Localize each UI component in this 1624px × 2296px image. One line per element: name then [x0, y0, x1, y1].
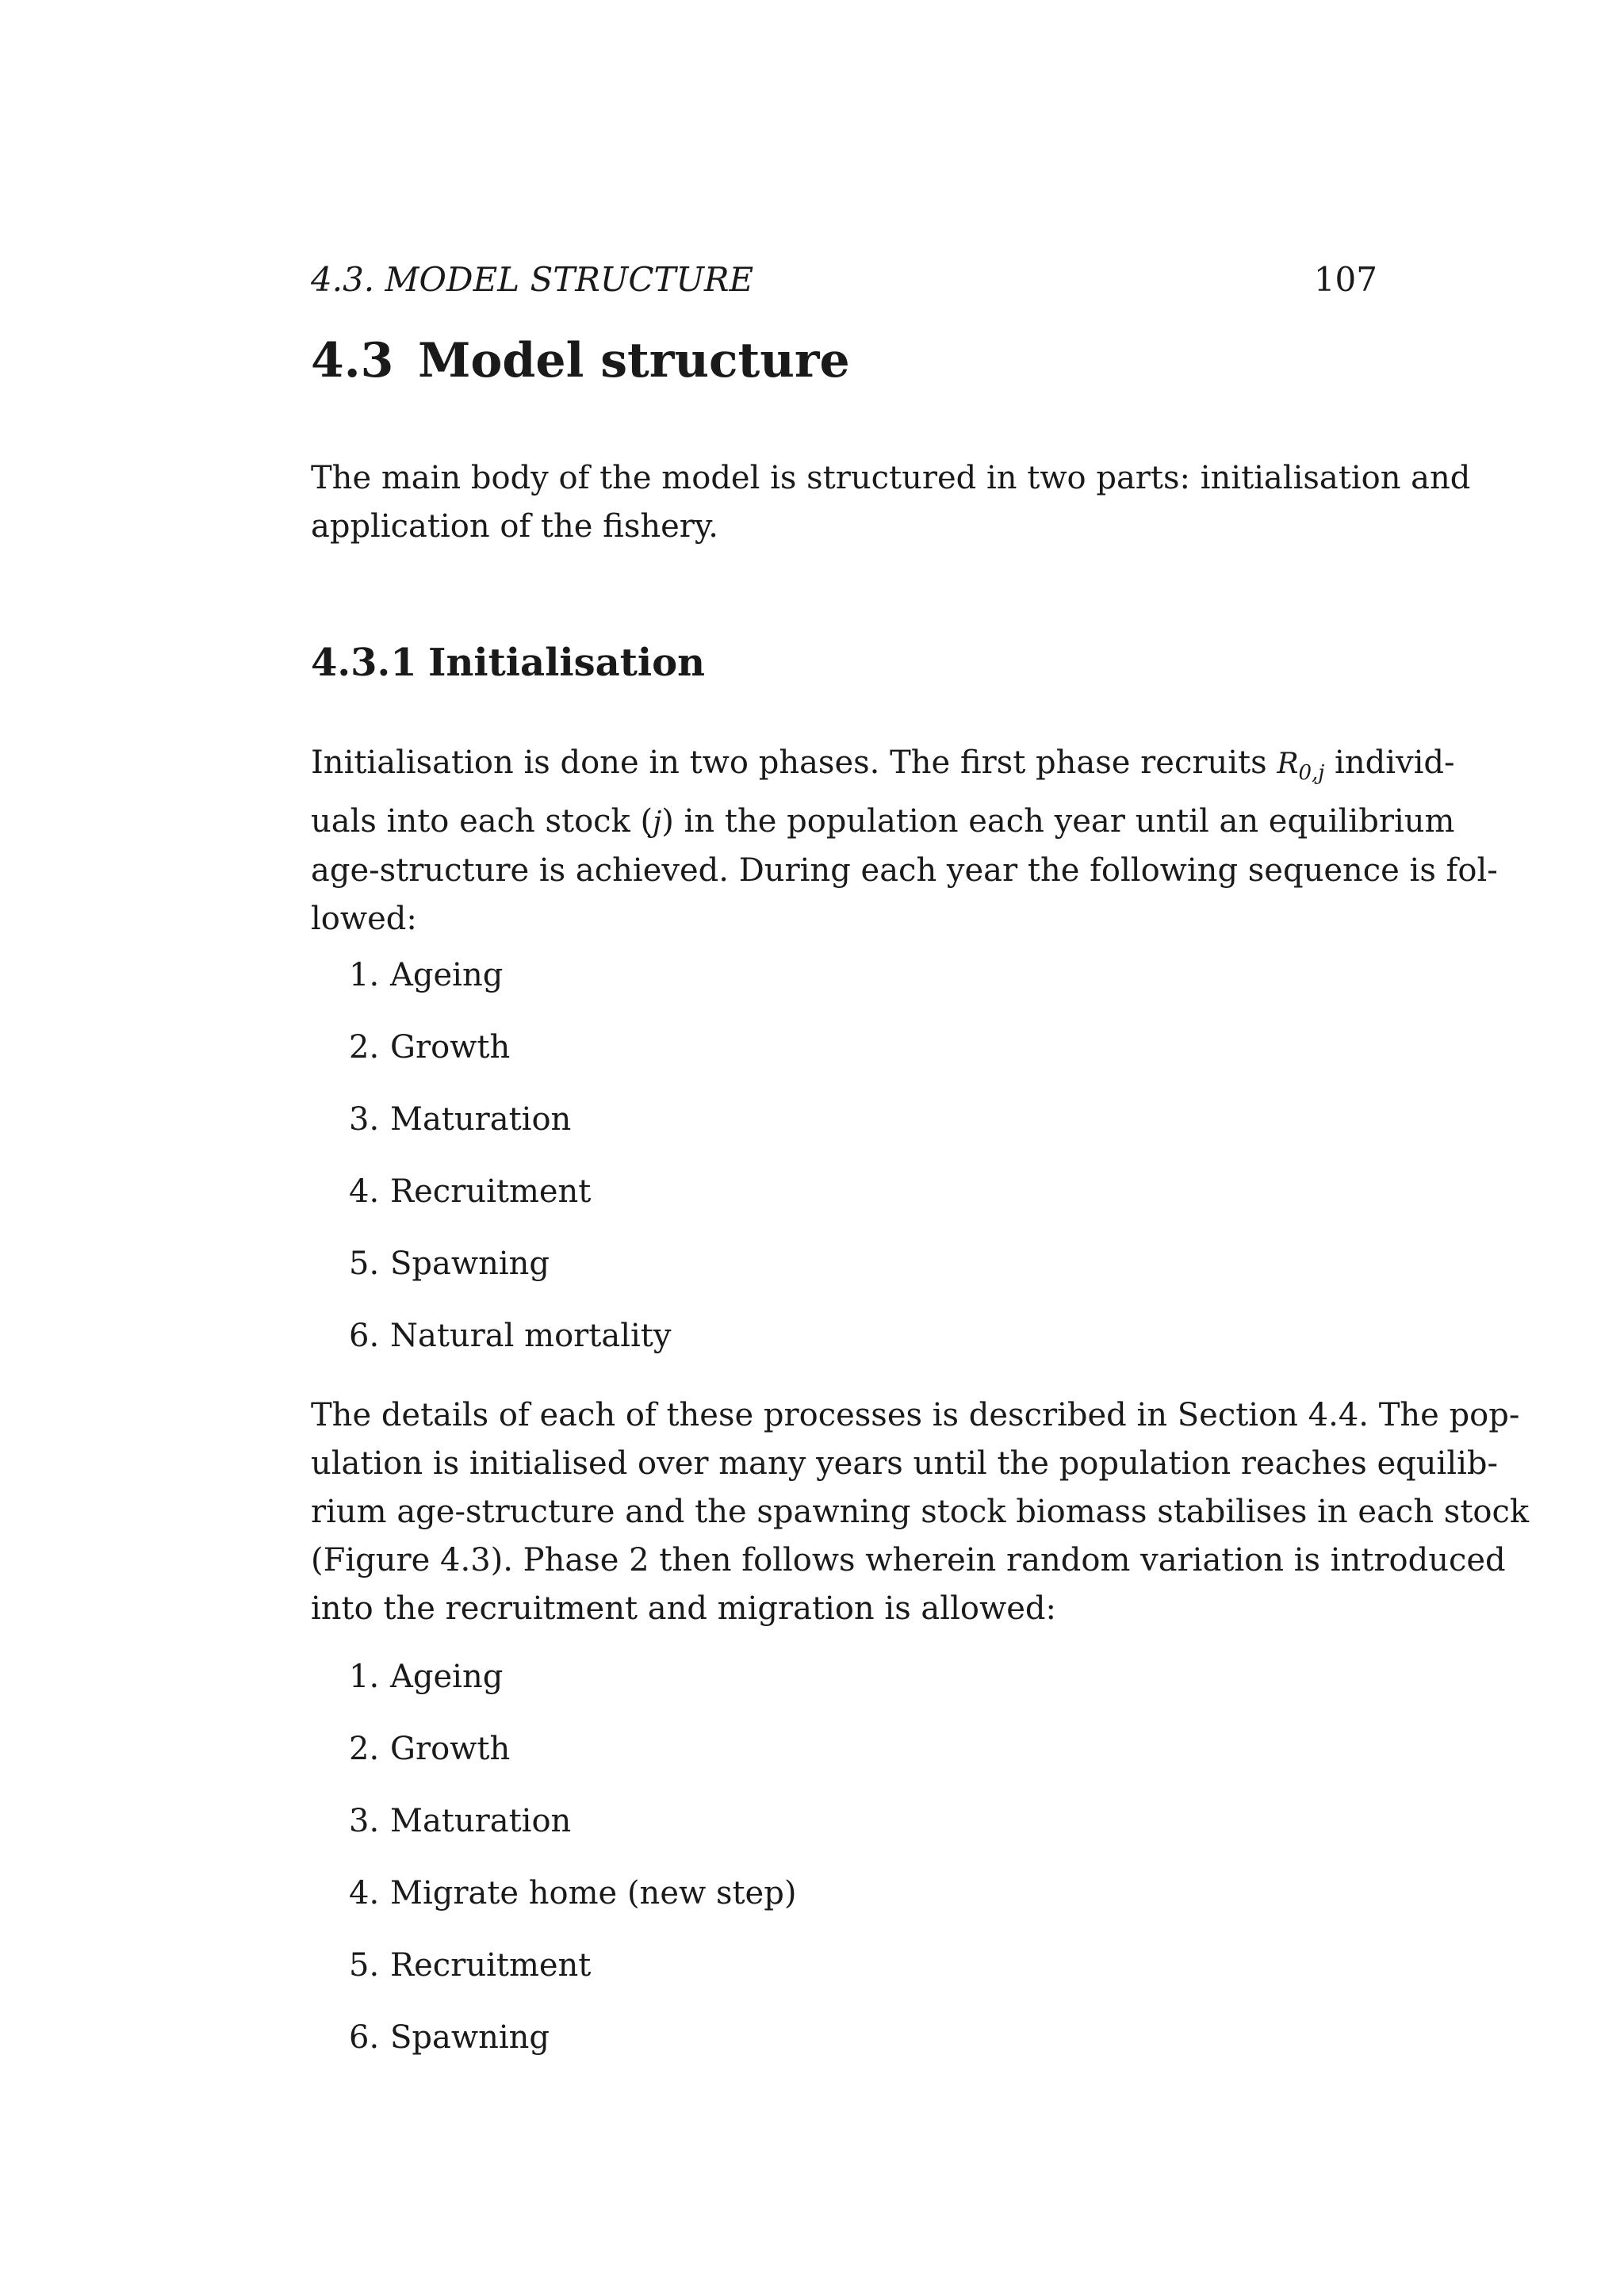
section-title: Model structure	[418, 333, 850, 388]
page-number: 107	[1313, 260, 1377, 299]
text-run: individ-	[1324, 744, 1455, 781]
init-paragraph	[311, 739, 1498, 943]
list-item	[349, 1027, 671, 1100]
list-label: Growth	[390, 1029, 511, 1066]
list-item	[349, 1244, 671, 1316]
list-number: 4.	[349, 1173, 380, 1210]
list-item	[349, 1873, 796, 1946]
paragraph-line: rium age-structure and the spawning stock biomass stabilises in each stock	[311, 1494, 1530, 1530]
paragraph-line: ulation is initialised over many years until the population reaches equilib-	[311, 1445, 1499, 1482]
list-label: Recruitment	[390, 1947, 592, 1984]
list-label: Migrate home (new step)	[390, 1875, 797, 1911]
list-label: Maturation	[390, 1803, 572, 1839]
list-label: Growth	[390, 1731, 511, 1767]
list-item	[349, 955, 671, 1027]
list-item	[349, 2018, 796, 2090]
paragraph-line: age-structure is achieved. During each year the following sequence is fol-	[311, 852, 1498, 890]
list-number: 2.	[349, 1731, 380, 1767]
subsection-heading	[311, 641, 705, 685]
math-symbol: R	[1277, 748, 1299, 780]
details-paragraph	[311, 1391, 1530, 1633]
phase1-step-list	[349, 955, 671, 1388]
section-number: 4.3	[311, 333, 394, 388]
math-r0j	[1277, 748, 1325, 786]
list-number: 1.	[349, 957, 380, 993]
section-heading	[311, 333, 850, 388]
paragraph-line: lowed:	[311, 901, 417, 938]
list-number: 2.	[349, 1029, 380, 1066]
list-item	[349, 1801, 796, 1873]
list-item	[349, 1729, 796, 1801]
paragraph-line: The details of each of these processes is described in Section 4.4. The pop-	[311, 1397, 1520, 1433]
list-label: Ageing	[390, 957, 504, 993]
text-run: Initialisation is done in two phases. The first phase recruits	[311, 744, 1277, 781]
text-run: ) in the population each year until an equilibrium	[661, 803, 1455, 840]
phase2-step-list	[349, 1657, 796, 2090]
intro-paragraph	[311, 454, 1471, 551]
list-number: 3.	[349, 1101, 380, 1138]
text-run: uals into each stock (	[311, 803, 653, 840]
list-label: Ageing	[390, 1659, 504, 1695]
list-item	[349, 1657, 796, 1729]
list-number: 6.	[349, 2019, 380, 2056]
running-head	[311, 260, 1377, 304]
list-label: Recruitment	[390, 1173, 592, 1210]
paragraph-line: into the recruitment and migration is allowed:	[311, 1590, 1056, 1627]
math-j: j	[653, 806, 662, 840]
list-number: 4.	[349, 1875, 380, 1911]
list-number: 6.	[349, 1318, 380, 1354]
list-label: Spawning	[390, 2019, 550, 2056]
list-item	[349, 1946, 796, 2018]
paragraph-line: application of the fishery.	[311, 508, 718, 545]
math-subscript: 0,j	[1298, 761, 1325, 786]
running-head-title: 4.3. MODEL STRUCTURE	[311, 260, 754, 299]
list-item	[349, 1316, 671, 1388]
paragraph-line	[311, 798, 1455, 847]
paragraph-line: (Figure 4.3). Phase 2 then follows wherein random variation is introduced	[311, 1542, 1506, 1578]
list-number: 3.	[349, 1803, 380, 1839]
list-number: 1.	[349, 1659, 380, 1695]
paragraph-line	[311, 739, 1455, 798]
list-item	[349, 1172, 671, 1244]
list-number: 5.	[349, 1947, 380, 1984]
list-number: 5.	[349, 1246, 380, 1282]
list-label: Maturation	[390, 1101, 572, 1138]
list-label: Natural mortality	[390, 1318, 672, 1354]
list-item	[349, 1100, 671, 1172]
paragraph-line: The main body of the model is structured in two parts: initialisation and	[311, 460, 1471, 496]
subsection-title: Initialisation	[428, 641, 706, 685]
subsection-number: 4.3.1	[311, 641, 417, 685]
list-label: Spawning	[390, 1246, 550, 1282]
